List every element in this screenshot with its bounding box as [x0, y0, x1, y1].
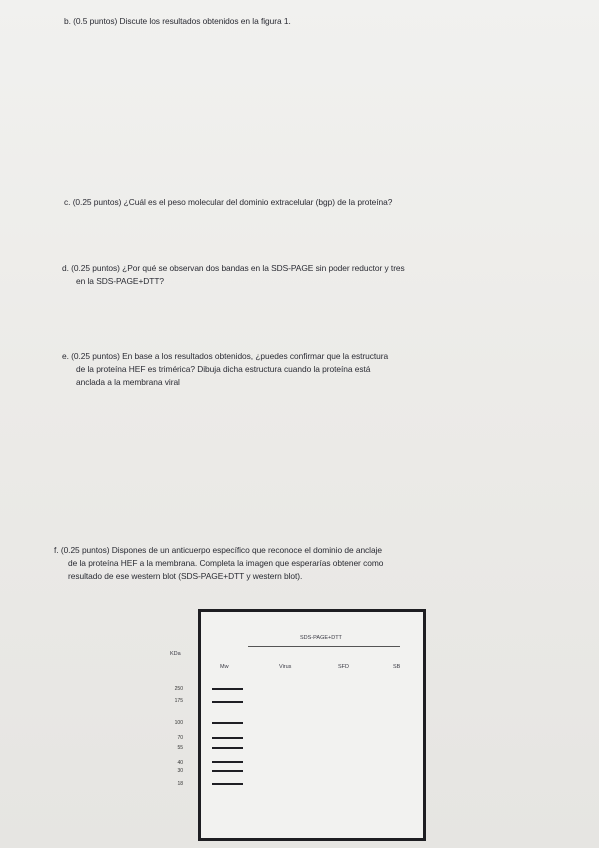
question-e: [62, 350, 556, 389]
question-d: [62, 262, 552, 288]
question-e-line-3: anclada a la membrana viral: [76, 377, 180, 387]
marker-band: [212, 783, 243, 785]
marker-band: [212, 688, 243, 690]
lane-label-sb: SB: [393, 664, 401, 670]
gel-unit-label: KDa: [170, 651, 181, 657]
marker-label: 40: [177, 760, 183, 766]
lane-label-sfd: SFD: [338, 664, 349, 670]
marker-band: [212, 747, 243, 749]
question-b: [64, 15, 291, 28]
question-c: [64, 196, 392, 209]
marker-band: [212, 737, 243, 739]
marker-band: [212, 722, 243, 724]
marker-label: 30: [177, 768, 183, 774]
marker-label: 18: [177, 781, 183, 787]
marker-label: 70: [177, 735, 183, 741]
gel-condition-label: SDS-PAGE+DTT: [300, 635, 342, 641]
question-e-line-1: e. (0.25 puntos) En base a los resultados obtenidos, ¿puedes confirmar que la estructura: [62, 351, 389, 361]
marker-band: [212, 770, 243, 772]
marker-label: 250: [174, 686, 183, 692]
lane-label-mw: Mw: [220, 664, 229, 670]
question-c-text: c. (0.25 puntos) ¿Cuál es el peso molecular del dominio extracelular (bgp) de la proteína?: [64, 197, 393, 207]
question-f-line-2: de la proteína HEF a la membrana. Completa la imagen que esperarías obtener como: [68, 558, 384, 568]
marker-band: [212, 761, 243, 763]
marker-label: 55: [177, 745, 183, 751]
condition-underline: [248, 646, 400, 647]
lane-label-virus: Virus: [279, 664, 292, 670]
question-d-line-1: d. (0.25 puntos) ¿Por qué se observan dos bandas en la SDS-PAGE sin poder reductor y tres: [62, 263, 405, 273]
question-e-line-2: de la proteína HEF es trimérica? Dibuja dicha estructura cuando la proteína está: [76, 364, 371, 374]
gel-frame: [198, 609, 426, 841]
marker-label: 100: [174, 720, 183, 726]
question-f-line-1: f. (0.25 puntos) Dispones de un anticuerpo específico que reconoce el dominio de anclaje: [54, 545, 383, 555]
question-b-text: b. (0.5 puntos) Discute los resultados obtenidos en la figura 1.: [64, 16, 291, 26]
question-d-line-2: en la SDS-PAGE+DTT?: [76, 276, 165, 286]
marker-label: 175: [174, 698, 183, 704]
question-f-line-3: resultado de ese western blot (SDS-PAGE+DTT y western blot).: [68, 571, 303, 581]
question-f: [54, 544, 564, 583]
marker-band: [212, 701, 243, 703]
